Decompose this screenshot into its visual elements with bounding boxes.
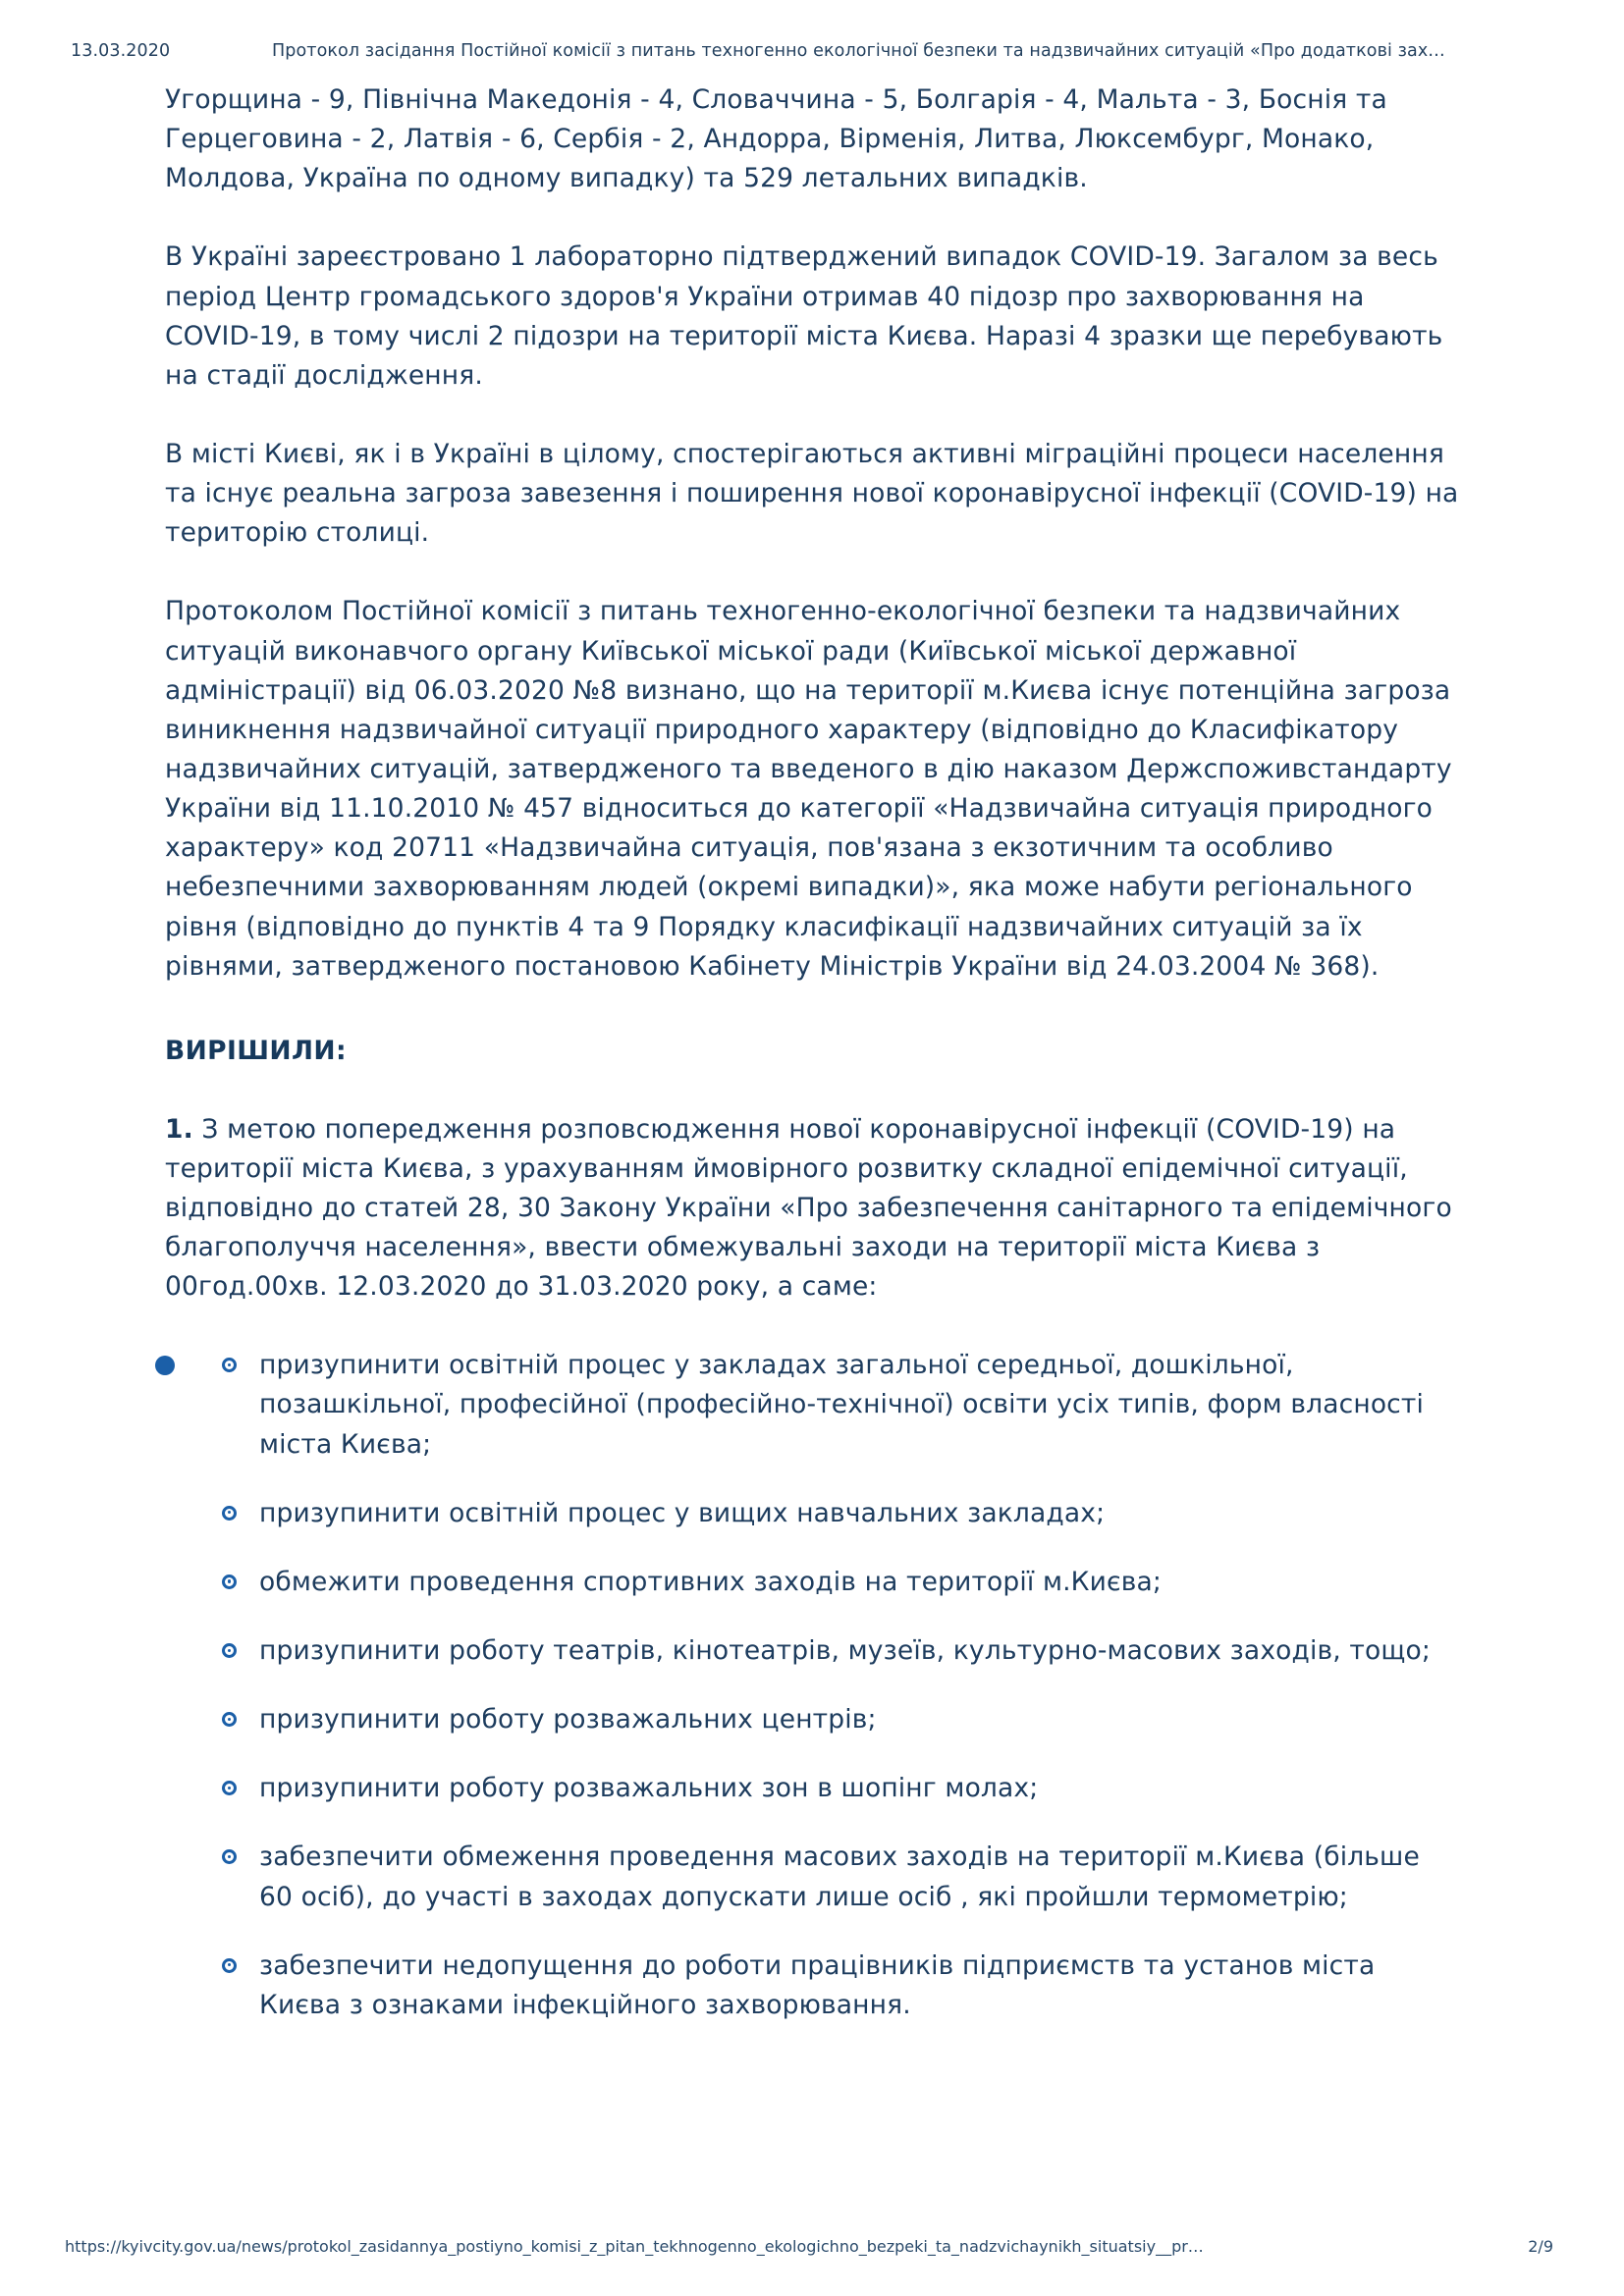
list-item-label: призупинити роботу розважальних зон в шопінг молах; xyxy=(259,1773,1039,1804)
spacer xyxy=(165,987,1461,1032)
spacer xyxy=(165,1071,1461,1110)
ring-bullet-icon xyxy=(222,1575,237,1589)
list-item-label: призупинити роботу розважальних центрів; xyxy=(259,1704,877,1735)
paragraph-countries-list: Угорщина - 9, Північна Македонія - 4, Словаччина - 5, Болгарія - 4, Мальта - 3, Боснія та Герцеговина - 2, Латвія - 6, Сербія - 2, Андорра, Вірменія, Литва, Люксембург, Монако, Молдова, Україна по одному випадку) та 529 летальних випадків. xyxy=(165,84,1387,194)
footer-source-url: https://kyivcity.gov.ua/news/protokol_zasidannya_postiyno_komisi_z_pitan_tekhnogenno_ekologichno_bezpeki_ta_nadzvichaynikh_situatsiy__pr… xyxy=(65,2237,1204,2256)
list-item xyxy=(165,1346,1461,1464)
list-item-label: призупинити роботу театрів, кінотеатрів, музеїв, культурно-масових заходів, тощо; xyxy=(259,1634,1431,1666)
ring-bullet-icon xyxy=(222,1781,237,1795)
list-item xyxy=(165,1838,1461,1916)
list-item xyxy=(165,1700,1461,1739)
header-document-title: Протокол засідання Постійної комісії з питань техногенно екологічної безпеки та надзвичайних ситуацій «Про додаткові зах… xyxy=(272,41,1445,61)
list-item xyxy=(165,1769,1461,1808)
item-text: З метою попередження розповсюдження нової коронавірусної інфекції (COVID-19) на території міста Києва, з урахуванням ймовірного розвитку складної епідемічної ситуації, відповідно до статей 28, 30 Закону України «Про забезпечення санітарного та епідемічного благополуччя населення», ввести обмежувальні заходи на території міста Києва з 00год.00хв. 12.03.2020 до 31.03.2020 року, а саме: xyxy=(165,1113,1452,1303)
list-item-label: забезпечити недопущення до роботи працівників підприємств та установ міста Києва з ознаками інфекційного захворювання. xyxy=(259,1949,1376,2020)
spacer xyxy=(165,396,1461,435)
list-item-label: забезпечити обмеження проведення масових заходів на території м.Києва (більше 60 осіб), до участі в заходах допускати лише осіб , які пройшли термометрію; xyxy=(259,1842,1420,1912)
filled-dot-icon xyxy=(155,1356,175,1375)
list-item-label: обмежити проведення спортивних заходів на території м.Києва; xyxy=(259,1566,1162,1597)
list-item xyxy=(165,1947,1461,2025)
page-header xyxy=(0,39,1624,63)
section-heading-decided: ВИРІШИЛИ: xyxy=(165,1035,347,1066)
list-item xyxy=(165,1563,1461,1602)
page-footer xyxy=(0,2237,1624,2259)
list-item xyxy=(165,1631,1461,1671)
paragraph-kyiv-migration: В місті Києві, як і в Україні в цілому, спостерігаються активні міграційні процеси населення та існує реальна загроза завезення і поширення нової коронавірусної інфекції (COVID-19) на територію столиці. xyxy=(165,438,1459,549)
item-number: 1. xyxy=(165,1113,193,1145)
spacer xyxy=(165,198,1461,238)
list-item xyxy=(165,1494,1461,1533)
paragraph-ukraine-cases: В Україні зареєстровано 1 лабораторно підтверджений випадок COVID-19. Загалом за весь період Центр громадського здоров'я України отримав 40 підозр про захворювання на COVID-19, в тому числі 2 підозри на території міста Києва. Наразі 4 зразки ще перебувають на стадії дослідження. xyxy=(165,241,1443,391)
ring-bullet-icon xyxy=(222,1958,237,1973)
footer-page-number: 2/9 xyxy=(1528,2237,1553,2256)
spacer xyxy=(165,1307,1461,1346)
list-item-label: призупинити освітній процес у закладах загальної середньої, дошкільної, позашкільної, професійної (професійно-технічної) освіти усіх типів, форм власності міста Києва; xyxy=(259,1350,1424,1460)
ring-bullet-icon xyxy=(222,1712,237,1727)
spacer xyxy=(165,553,1461,592)
ring-bullet-icon xyxy=(222,1358,237,1372)
restriction-measures-list xyxy=(165,1346,1461,2025)
document-body xyxy=(165,80,1461,2025)
list-item-label: призупинити освітній процес у вищих навчальних закладах; xyxy=(259,1497,1106,1528)
numbered-item-1 xyxy=(165,1110,1461,1308)
ring-bullet-icon xyxy=(222,1506,237,1521)
ring-bullet-icon xyxy=(222,1643,237,1658)
paragraph-protocol-reference: Протоколом Постійної комісії з питань техногенно-екологічної безпеки та надзвичайних ситуацій виконавчого органу Київської міської ради (Київської міської державної адміністрації) від 06.03.2020 №8 визнано, що на території м.Києва існує потенційна загроза виникнення надзвичайної ситуації природного характеру (відповідно до Класифікатору надзвичайних ситуацій, затвердженого та введеного в дію наказом Держспоживстандарту України від 11.10.2010 № 457 відноситься до категорії «Надзвичайна ситуація природного характеру» код 20711 «Надзвичайна ситуація, пов'язана з екзотичним та особливо небезпечними захворюванням людей (окремі випадки)», яка може набути регіонального рівня (відповідно до пунктів 4 та 9 Порядку класифікації надзвичайних ситуацій за їх рівнями, затвердженого постановою Кабінету Міністрів України від 24.03.2004 № 368). xyxy=(165,596,1452,982)
header-date: 13.03.2020 xyxy=(71,41,171,61)
ring-bullet-icon xyxy=(222,1849,237,1864)
